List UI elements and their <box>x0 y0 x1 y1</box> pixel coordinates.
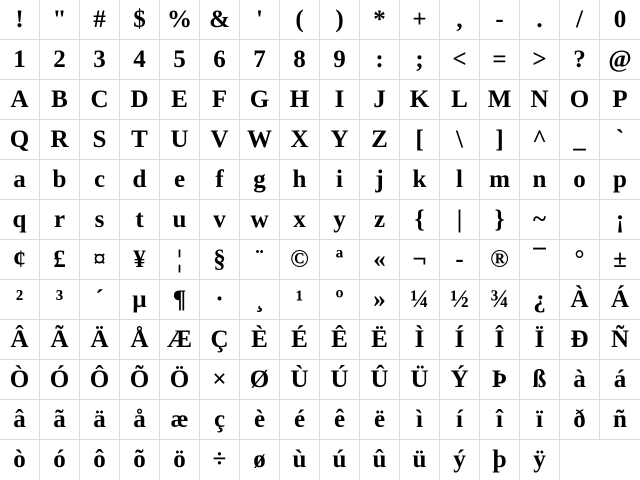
char-cell[interactable]: . <box>520 0 560 40</box>
empty-cell <box>560 440 600 480</box>
char-cell[interactable]: ² <box>0 280 40 320</box>
char-cell[interactable]: ¶ <box>160 280 200 320</box>
char-cell[interactable]: Ý <box>440 360 480 400</box>
char-cell[interactable]: c <box>80 160 120 200</box>
char-cell[interactable]: É <box>280 320 320 360</box>
char-cell[interactable]: s <box>80 200 120 240</box>
char-cell[interactable]: $ <box>120 0 160 40</box>
char-cell[interactable]: Ç <box>200 320 240 360</box>
char-cell[interactable]: ¤ <box>80 240 120 280</box>
char-cell[interactable]: b <box>40 160 80 200</box>
char-cell[interactable]: V <box>200 120 240 160</box>
char-cell[interactable]: Æ <box>160 320 200 360</box>
char-cell[interactable]: þ <box>480 440 520 480</box>
char-cell[interactable]: Î <box>480 320 520 360</box>
char-cell[interactable]: } <box>480 200 520 240</box>
char-cell[interactable]: 7 <box>240 40 280 80</box>
char-cell[interactable]: 4 <box>120 40 160 80</box>
char-cell[interactable]: ¦ <box>160 240 200 280</box>
char-cell[interactable]: û <box>360 440 400 480</box>
char-cell[interactable]: _ <box>560 120 600 160</box>
char-cell[interactable]: R <box>40 120 80 160</box>
char-cell[interactable]: N <box>520 80 560 120</box>
char-cell[interactable]: & <box>200 0 240 40</box>
char-cell[interactable]: J <box>360 80 400 120</box>
char-cell[interactable]: U <box>160 120 200 160</box>
char-cell[interactable]: Ø <box>240 360 280 400</box>
char-cell[interactable]: : <box>360 40 400 80</box>
char-cell[interactable]: Ã <box>40 320 80 360</box>
char-cell[interactable]: W <box>240 120 280 160</box>
char-cell[interactable]: > <box>520 40 560 80</box>
char-cell[interactable]: l <box>440 160 480 200</box>
char-cell[interactable]: ½ <box>440 280 480 320</box>
char-cell[interactable]: ° <box>560 240 600 280</box>
char-cell[interactable]: î <box>480 400 520 440</box>
char-cell[interactable]: Ñ <box>600 320 640 360</box>
char-cell[interactable]: ] <box>480 120 520 160</box>
char-cell[interactable]: ä <box>80 400 120 440</box>
char-cell[interactable]: M <box>480 80 520 120</box>
char-cell[interactable]: Ê <box>320 320 360 360</box>
char-cell[interactable]: Ë <box>360 320 400 360</box>
char-cell[interactable]: Ô <box>80 360 120 400</box>
char-cell[interactable]: 6 <box>200 40 240 80</box>
char-cell[interactable]: é <box>280 400 320 440</box>
char-cell[interactable]: ¹ <box>280 280 320 320</box>
char-cell[interactable]: K <box>400 80 440 120</box>
char-cell[interactable]: G <box>240 80 280 120</box>
char-cell[interactable]: ' <box>240 0 280 40</box>
char-cell[interactable]: è <box>240 400 280 440</box>
char-cell[interactable]: 1 <box>0 40 40 80</box>
char-cell[interactable]: Ä <box>80 320 120 360</box>
char-cell[interactable]: º <box>320 280 360 320</box>
char-cell[interactable]: C <box>80 80 120 120</box>
char-cell[interactable]: ç <box>200 400 240 440</box>
char-cell[interactable]: · <box>200 280 240 320</box>
char-cell[interactable]: ¯ <box>520 240 560 280</box>
char-cell[interactable]: m <box>480 160 520 200</box>
char-cell[interactable]: u <box>160 200 200 240</box>
char-cell[interactable]: Ó <box>40 360 80 400</box>
char-cell[interactable]: @ <box>600 40 640 80</box>
char-cell[interactable]: " <box>40 0 80 40</box>
char-cell[interactable]: ¨ <box>240 240 280 280</box>
char-cell[interactable]: O <box>560 80 600 120</box>
char-cell[interactable]: x <box>280 200 320 240</box>
char-cell[interactable]: ÿ <box>520 440 560 480</box>
char-cell[interactable]: h <box>280 160 320 200</box>
char-cell[interactable]: ü <box>400 440 440 480</box>
char-cell[interactable]: Ò <box>0 360 40 400</box>
char-cell[interactable]: | <box>440 200 480 240</box>
char-cell[interactable]: Z <box>360 120 400 160</box>
char-cell[interactable]: d <box>120 160 160 200</box>
char-cell[interactable]: ³ <box>40 280 80 320</box>
char-cell[interactable]: P <box>600 80 640 120</box>
char-cell[interactable]: ¼ <box>400 280 440 320</box>
char-cell[interactable]: £ <box>40 240 80 280</box>
char-cell[interactable]: § <box>200 240 240 280</box>
char-cell[interactable]: Á <box>600 280 640 320</box>
char-cell[interactable]: ú <box>320 440 360 480</box>
char-cell[interactable]: - <box>480 0 520 40</box>
char-cell[interactable]: Ö <box>160 360 200 400</box>
char-cell[interactable]: ¾ <box>480 280 520 320</box>
char-cell[interactable]: , <box>440 0 480 40</box>
char-cell[interactable]: D <box>120 80 160 120</box>
char-cell[interactable]: i <box>320 160 360 200</box>
char-cell[interactable]: ¡ <box>600 200 640 240</box>
char-cell[interactable]: w <box>240 200 280 240</box>
char-cell[interactable]: n <box>520 160 560 200</box>
char-cell[interactable]: ñ <box>600 400 640 440</box>
char-cell[interactable]: ï <box>520 400 560 440</box>
char-cell[interactable]: o <box>560 160 600 200</box>
char-cell[interactable]: ð <box>560 400 600 440</box>
char-cell[interactable]: % <box>160 0 200 40</box>
char-cell[interactable]: å <box>120 400 160 440</box>
char-cell[interactable]: X <box>280 120 320 160</box>
char-cell[interactable]: » <box>360 280 400 320</box>
char-cell[interactable]: Ú <box>320 360 360 400</box>
char-cell[interactable]: ò <box>0 440 40 480</box>
char-cell[interactable]: ` <box>600 120 640 160</box>
char-cell[interactable]: { <box>400 200 440 240</box>
char-cell[interactable]: ¥ <box>120 240 160 280</box>
char-cell[interactable]: S <box>80 120 120 160</box>
char-cell[interactable]: q <box>0 200 40 240</box>
char-cell[interactable]: ê <box>320 400 360 440</box>
char-cell[interactable]: í <box>440 400 480 440</box>
char-cell[interactable]: j <box>360 160 400 200</box>
char-cell[interactable]: Þ <box>480 360 520 400</box>
char-cell[interactable]: r <box>40 200 80 240</box>
char-cell[interactable]: ª <box>320 240 360 280</box>
char-cell[interactable]: ; <box>400 40 440 80</box>
char-cell[interactable]: à <box>560 360 600 400</box>
char-cell[interactable]: p <box>600 160 640 200</box>
char-cell[interactable]: â <box>0 400 40 440</box>
char-cell[interactable]: ¢ <box>0 240 40 280</box>
char-cell[interactable]: - <box>440 240 480 280</box>
char-cell[interactable]: I <box>320 80 360 120</box>
char-cell[interactable]: È <box>240 320 280 360</box>
char-cell[interactable]: Ù <box>280 360 320 400</box>
char-cell[interactable]: ( <box>280 0 320 40</box>
char-cell[interactable]: = <box>480 40 520 80</box>
char-cell[interactable]: ß <box>520 360 560 400</box>
char-cell[interactable]: ô <box>80 440 120 480</box>
char-cell[interactable]: e <box>160 160 200 200</box>
char-cell[interactable]: Ï <box>520 320 560 360</box>
char-cell[interactable]: Q <box>0 120 40 160</box>
char-cell[interactable]: ! <box>0 0 40 40</box>
char-cell[interactable]: A <box>0 80 40 120</box>
char-cell[interactable]: [ <box>400 120 440 160</box>
char-cell[interactable]: \ <box>440 120 480 160</box>
char-cell[interactable]: Í <box>440 320 480 360</box>
char-cell[interactable]: ö <box>160 440 200 480</box>
char-cell[interactable]: æ <box>160 400 200 440</box>
char-cell[interactable]: H <box>280 80 320 120</box>
char-cell[interactable]: ø <box>240 440 280 480</box>
char-cell[interactable]: a <box>0 160 40 200</box>
char-cell[interactable]: Å <box>120 320 160 360</box>
char-cell[interactable]: ) <box>320 0 360 40</box>
char-cell[interactable]: B <box>40 80 80 120</box>
char-cell[interactable]: 2 <box>40 40 80 80</box>
char-cell[interactable]: Â <box>0 320 40 360</box>
char-cell[interactable]: < <box>440 40 480 80</box>
char-cell[interactable]: « <box>360 240 400 280</box>
char-cell[interactable]: ÷ <box>200 440 240 480</box>
char-cell[interactable] <box>560 200 600 240</box>
char-cell[interactable]: Ì <box>400 320 440 360</box>
char-cell[interactable]: Õ <box>120 360 160 400</box>
char-cell[interactable]: Û <box>360 360 400 400</box>
char-cell[interactable]: v <box>200 200 240 240</box>
char-cell[interactable]: * <box>360 0 400 40</box>
char-cell[interactable]: µ <box>120 280 160 320</box>
char-cell[interactable]: F <box>200 80 240 120</box>
char-cell[interactable]: y <box>320 200 360 240</box>
char-cell[interactable]: ¬ <box>400 240 440 280</box>
char-cell[interactable]: L <box>440 80 480 120</box>
char-cell[interactable]: ? <box>560 40 600 80</box>
char-cell[interactable]: + <box>400 0 440 40</box>
char-cell[interactable]: Y <box>320 120 360 160</box>
char-cell[interactable]: T <box>120 120 160 160</box>
char-cell[interactable]: f <box>200 160 240 200</box>
char-cell[interactable]: E <box>160 80 200 120</box>
char-cell[interactable]: 8 <box>280 40 320 80</box>
char-cell[interactable]: á <box>600 360 640 400</box>
char-cell[interactable]: ó <box>40 440 80 480</box>
char-cell[interactable]: 0 <box>600 0 640 40</box>
char-cell[interactable]: ë <box>360 400 400 440</box>
char-cell[interactable]: 5 <box>160 40 200 80</box>
char-cell[interactable]: × <box>200 360 240 400</box>
char-cell[interactable]: ¸ <box>240 280 280 320</box>
char-cell[interactable]: ^ <box>520 120 560 160</box>
char-cell[interactable]: À <box>560 280 600 320</box>
char-cell[interactable]: g <box>240 160 280 200</box>
empty-cell <box>600 440 640 480</box>
char-cell[interactable]: ± <box>600 240 640 280</box>
char-cell[interactable]: k <box>400 160 440 200</box>
char-cell[interactable]: ù <box>280 440 320 480</box>
char-cell[interactable]: ì <box>400 400 440 440</box>
char-cell[interactable]: t <box>120 200 160 240</box>
char-cell[interactable]: Ð <box>560 320 600 360</box>
char-cell[interactable]: / <box>560 0 600 40</box>
char-cell[interactable]: Ü <box>400 360 440 400</box>
char-cell[interactable]: 9 <box>320 40 360 80</box>
char-cell[interactable]: ¿ <box>520 280 560 320</box>
char-cell[interactable]: õ <box>120 440 160 480</box>
char-cell[interactable]: ~ <box>520 200 560 240</box>
char-cell[interactable]: z <box>360 200 400 240</box>
char-cell[interactable]: ® <box>480 240 520 280</box>
char-cell[interactable]: ´ <box>80 280 120 320</box>
char-cell[interactable]: ý <box>440 440 480 480</box>
char-cell[interactable]: ã <box>40 400 80 440</box>
char-cell[interactable]: © <box>280 240 320 280</box>
char-cell[interactable]: # <box>80 0 120 40</box>
char-cell[interactable]: 3 <box>80 40 120 80</box>
